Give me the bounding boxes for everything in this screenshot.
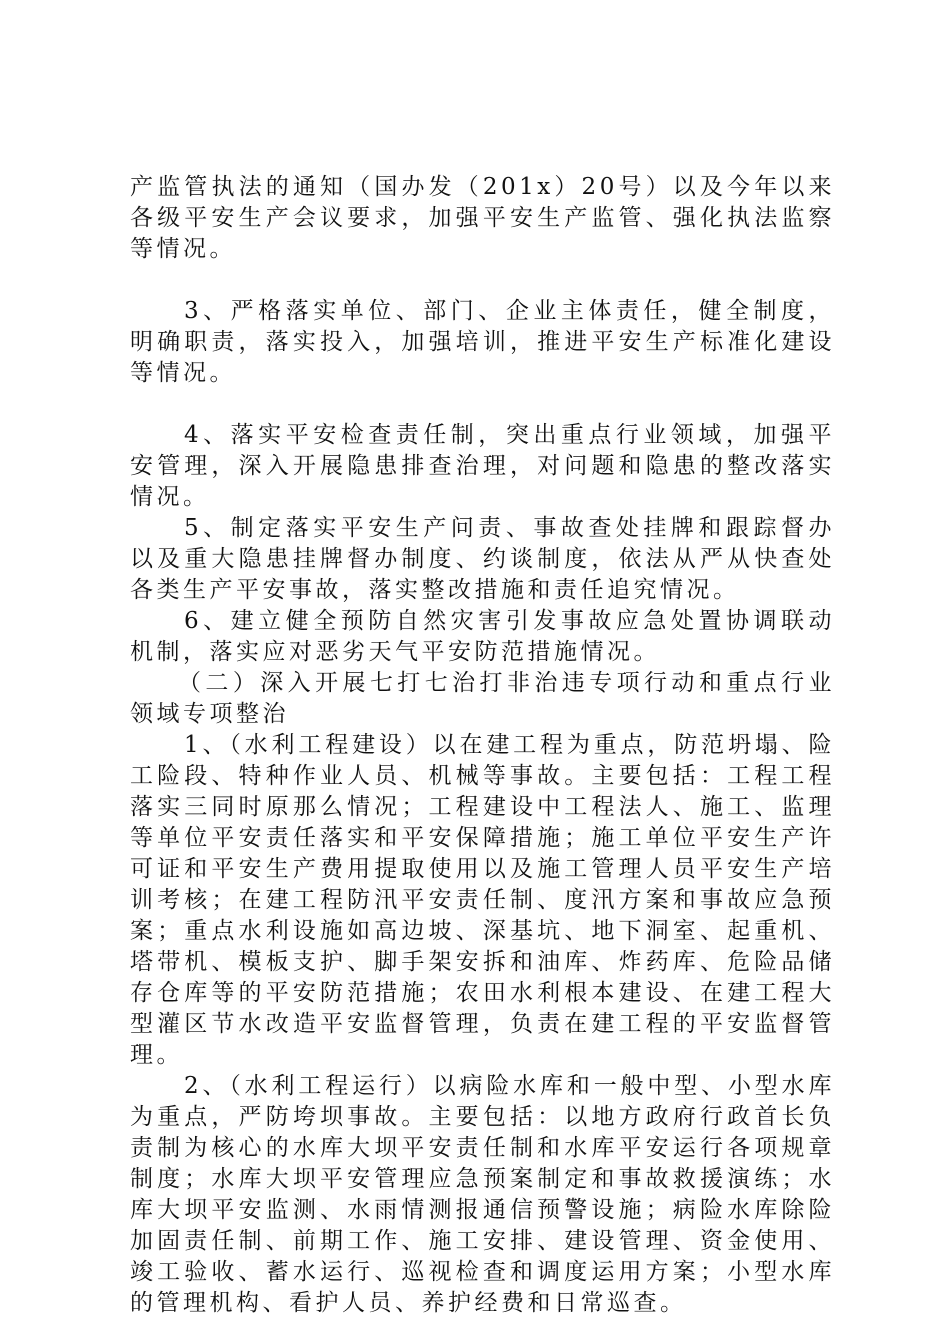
paragraph-continuation: 产监管执法的通知（国办发（201x）20号）以及今年以来各级平安生产会议要求，加强平安生产监管、强化执法监察等情况。 — [130, 174, 835, 262]
paragraph-item-3: 3、严格落实单位、部门、企业主体责任，健全制度，明确职责，落实投入，加强培训，推进平安生产标准化建设等情况。 — [130, 298, 835, 386]
paragraph-item-5: 5、制定落实平安生产问责、事故查处挂牌和跟踪督办以及重大隐患挂牌督办制度、约谈制度，依法从严从快查处各类生产平安事故，落实整改措施和责任追究情况。 — [130, 515, 835, 603]
paragraph-item-6: 6、建立健全预防自然灾害引发事故应急处置协调联动机制，落实应对恶劣天气平安防范措施情况。 — [130, 608, 835, 665]
section-heading-2: （二）深入开展七打七治打非治违专项行动和重点行业领域专项整治 — [130, 670, 835, 727]
document-body — [130, 172, 835, 1319]
paragraph-water-construction: 1、（水利工程建设）以在建工程为重点，防范坍塌、险工险段、特种作业人员、机械等事故。主要包括：工程工程落实三同时原那么情况；工程建设中工程法人、施工、监理等单位平安责任落实和平安保障措施；施工单位平安生产许可证和平安生产费用提取使用以及施工管理人员平安生产培训考核；在建工程防汛平安责任制、度汛方案和事故应急预案；重点水利设施如高边坡、深基坑、地下洞室、起重机、塔带机、模板支护、脚手架安拆和油库、炸药库、危险品储存仓库等的平安防范措施；农田水利根本建设、在建工程大型灌区节水改造平安监督管理，负责在建工程的平安监督管理。 — [130, 732, 835, 1068]
paragraph-water-operation: 2、（水利工程运行）以病险水库和一般中型、小型水库为重点，严防垮坝事故。主要包括：以地方政府行政首长负责制为核心的水库大坝平安责任制和水库平安运行各项规章制度；水库大坝平安管理应急预案制定和事故救援演练；水库大坝平安监测、水雨情测报通信预警设施；病险水库除险加固责任制、前期工作、施工安排、建设管理、资金使用、竣工验收、蓄水运行、巡视检查和调度运用方案；小型水库的管理机构、看护人员、养护经费和日常巡查。 — [130, 1073, 835, 1316]
paragraph-item-4: 4、落实平安检查责任制，突出重点行业领域，加强平安管理，深入开展隐患排查治理，对问题和隐患的整改落实情况。 — [130, 422, 835, 510]
